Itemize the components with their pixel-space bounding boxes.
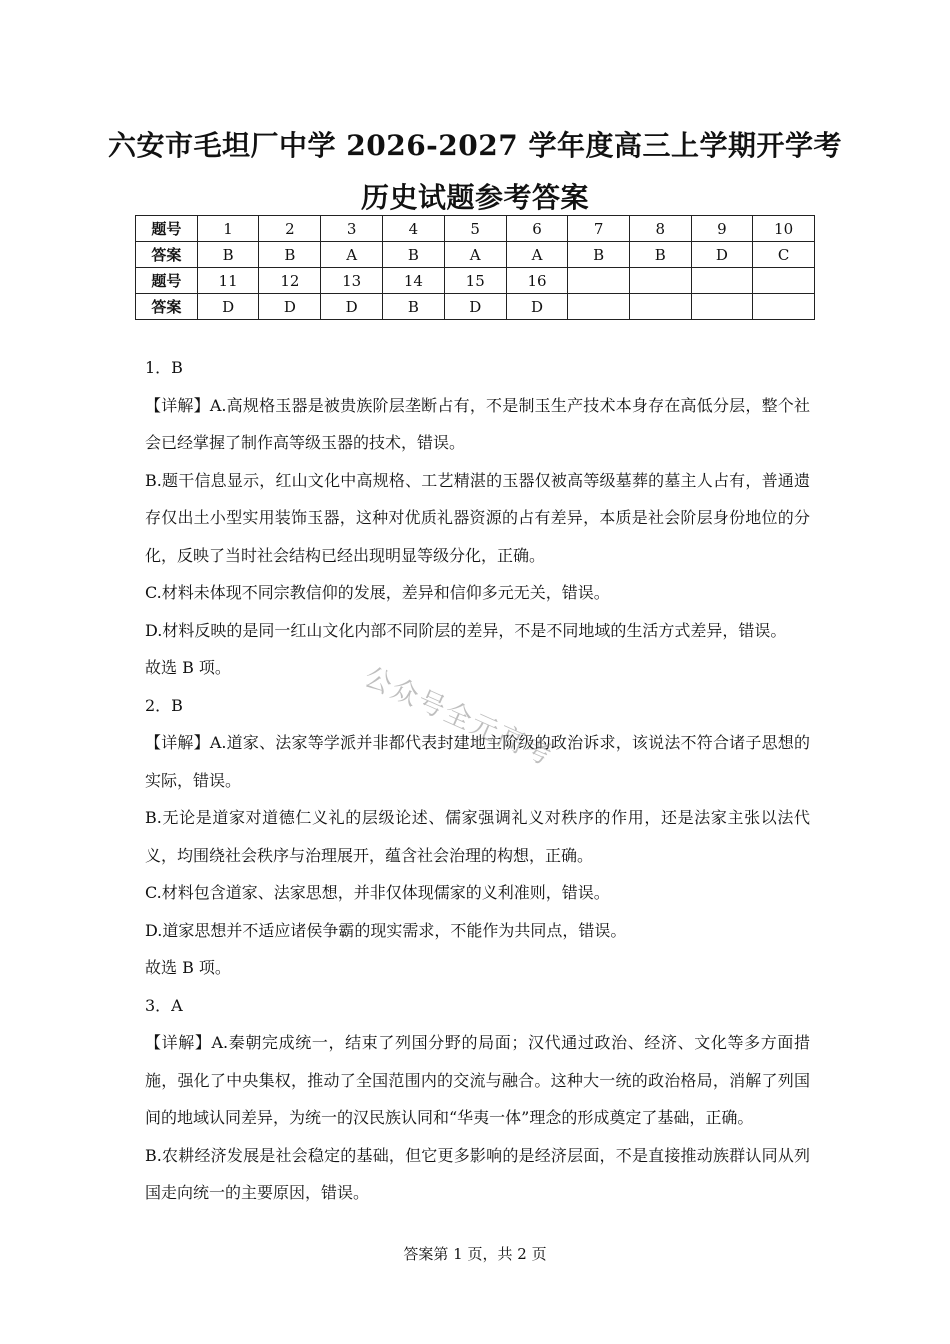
table-cell: 4 <box>383 216 445 242</box>
table-cell: 16 <box>506 268 568 294</box>
table-cell: 9 <box>691 216 753 242</box>
table-cell: C <box>753 242 815 268</box>
table-cell: D <box>197 294 259 320</box>
table-cell: 15 <box>444 268 506 294</box>
table-cell: 11 <box>197 268 259 294</box>
table-cell <box>568 268 630 294</box>
table-cell: D <box>506 294 568 320</box>
table-row <box>136 242 815 268</box>
question-number: 3．A <box>145 995 183 1015</box>
conclusion-line: 故选 B 项。 <box>145 658 231 677</box>
table-cell: 5 <box>444 216 506 242</box>
table-cell <box>629 268 691 294</box>
question-number: 1．B <box>145 358 183 377</box>
explanation-paragraph: C.材料未体现不同宗教信仰的发展，差异和信仰多元无关，错误。 <box>145 583 610 602</box>
table-cell: 2 <box>259 216 321 242</box>
table-cell: D <box>691 242 753 268</box>
table-cell <box>568 294 630 320</box>
table-cell: 3 <box>321 216 383 242</box>
explanation-paragraph: D.道家思想并不适应诸侯争霸的现实需求，不能作为共同点，错误。 <box>145 920 627 940</box>
document-subtitle: 历史试题参考答案 <box>360 181 589 214</box>
watermark: 公众号全元高考 <box>359 661 558 773</box>
table-cell: B <box>629 242 691 268</box>
table-cell: B <box>568 242 630 268</box>
table-cell: 8 <box>629 216 691 242</box>
table-cell: D <box>444 294 506 320</box>
explanation-paragraph: B.农耕经济发展是社会稳定的基础，但它更多影响的是经济层面，不是直接推动族群认同从列国走向统一的主要原因，错误。 <box>145 1145 810 1202</box>
document-title: 六安市毛坦厂中学 2026-2027 学年度高三上学期开学考 <box>108 129 842 162</box>
table-cell: A <box>506 242 568 268</box>
table-cell: B <box>383 242 445 268</box>
table-cell: D <box>259 294 321 320</box>
row-label: 答案 <box>136 294 198 320</box>
table-cell <box>753 268 815 294</box>
row-label: 答案 <box>136 242 198 268</box>
table-row <box>136 294 815 320</box>
table-cell: 12 <box>259 268 321 294</box>
table-cell: A <box>444 242 506 268</box>
page-footer: 答案第 1 页，共 2 页 <box>403 1245 547 1263</box>
table-cell: 14 <box>383 268 445 294</box>
table-row <box>136 268 815 294</box>
table-cell: B <box>383 294 445 320</box>
explanation-paragraph: D.材料反映的是同一红山文化内部不同阶层的差异，不是不同地域的生活方式差异，错误。 <box>145 620 787 640</box>
answer-explanations <box>145 349 810 1212</box>
table-cell: 6 <box>506 216 568 242</box>
row-label: 题号 <box>136 216 198 242</box>
table-cell <box>753 294 815 320</box>
table-cell: B <box>259 242 321 268</box>
table-cell: A <box>321 242 383 268</box>
table-cell: B <box>197 242 259 268</box>
explanation-paragraph: 【详解】A.高规格玉器是被贵族阶层垄断占有，不是制玉生产技术本身存在高低分层，整个社会已经掌握了制作高等级玉器的技术，错误。 <box>145 395 810 452</box>
table-cell <box>629 294 691 320</box>
conclusion-line: 故选 B 项。 <box>145 958 231 977</box>
table-cell: 7 <box>568 216 630 242</box>
explanation-paragraph: 【详解】A.秦朝完成统一，结束了列国分野的局面；汉代通过政治、经济、文化等多方面措施，强化了中央集权，推动了全国范围内的交流与融合。这种大一统的政治格局，消解了列国间的地域认同差异，为统一的汉民族认同和“华夷一体”理念的形成奠定了基础，正确。 <box>145 1033 810 1127</box>
table-cell: 10 <box>753 216 815 242</box>
answer-table <box>135 215 815 320</box>
table-cell <box>691 294 753 320</box>
explanation-paragraph: C.材料包含道家、法家思想，并非仅体现儒家的义利准则，错误。 <box>145 883 610 902</box>
table-cell: 13 <box>321 268 383 294</box>
explanation-paragraph: B.题干信息显示，红山文化中高规格、工艺精湛的玉器仅被高等级墓葬的墓主人占有，普通遗存仅出土小型实用装饰玉器，这种对优质礼器资源的占有差异，本质是社会阶层身份地位的分化，反映了当时社会结构已经出现明显等级分化，正确。 <box>145 470 810 565</box>
explanation-paragraph: B.无论是道家对道德仁义礼的层级论述、儒家强调礼义对秩序的作用，还是法家主张以法代义，均围绕社会秩序与治理展开，蕴含社会治理的构想，正确。 <box>145 808 810 865</box>
table-cell: D <box>321 294 383 320</box>
table-cell <box>691 268 753 294</box>
explanation-paragraph: 【详解】A.道家、法家等学派并非都代表封建地主阶级的政治诉求，该说法不符合诸子思想的实际，错误。 <box>145 733 810 790</box>
table-cell: 1 <box>197 216 259 242</box>
question-number: 2．B <box>145 695 183 715</box>
row-label: 题号 <box>136 268 198 294</box>
table-row <box>136 216 815 242</box>
